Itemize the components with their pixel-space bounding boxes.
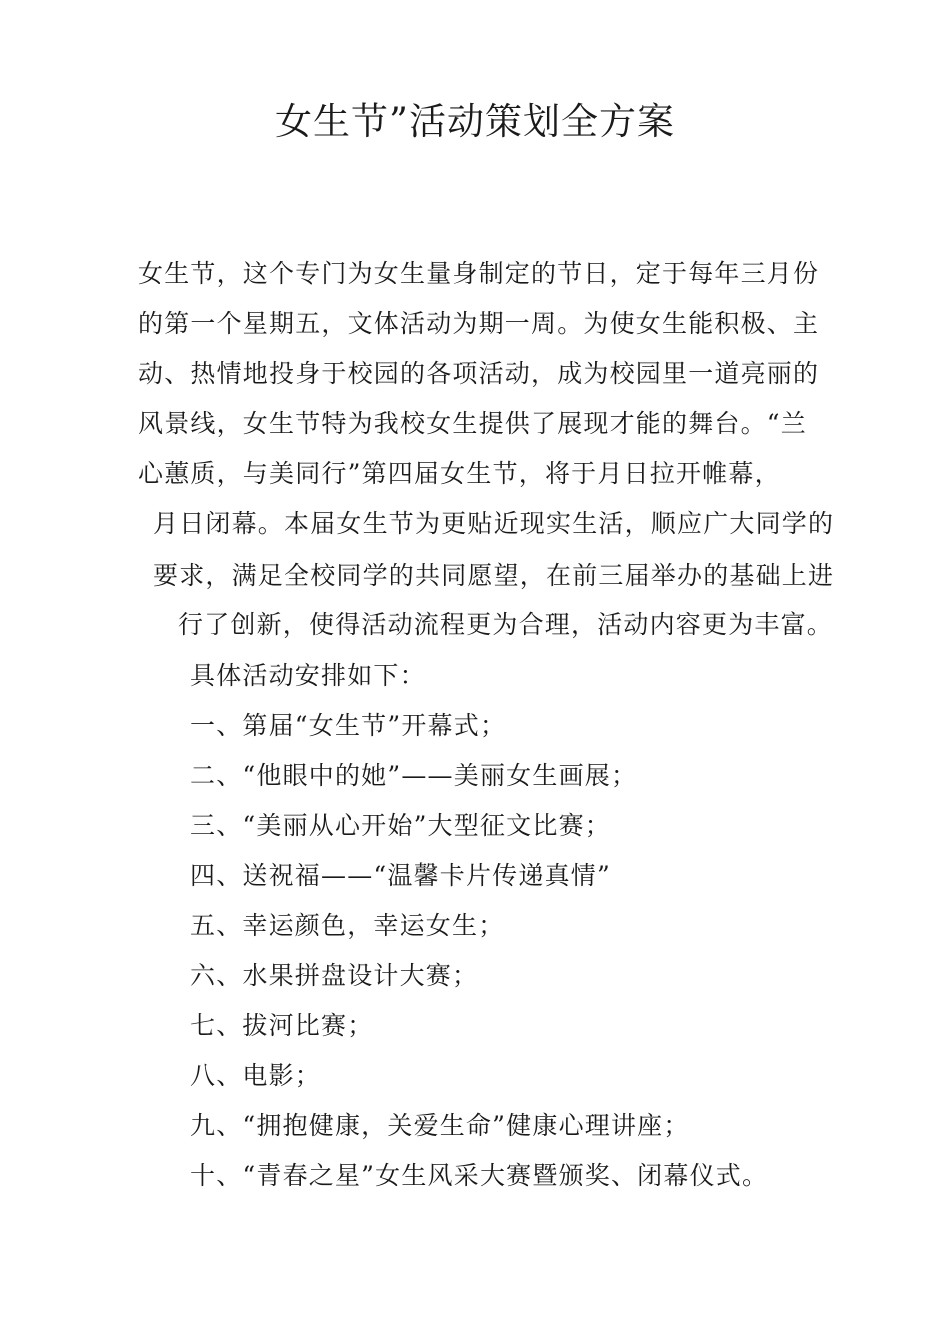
- schedule-heading: 具体活动安排如下：: [190, 661, 426, 690]
- intro-line: 行了创新，使得活动流程更为合理，活动内容更为丰富。: [178, 610, 834, 639]
- list-item: 九、“拥抱健康，关爱生命”健康心理讲座；: [190, 1111, 690, 1140]
- intro-line: 风景线，女生节特为我校女生提供了展现才能的舞台。“兰: [138, 409, 807, 438]
- list-item: 五、幸运颜色，幸运女生；: [190, 911, 505, 940]
- list-item: 三、“美丽从心开始”大型征文比赛；: [190, 811, 611, 840]
- intro-line: 动、热情地投身于校园的各项活动，成为校园里一道亮丽的: [138, 359, 820, 388]
- list-item: 六、水果拼盘设计大赛；: [190, 961, 479, 990]
- list-item: 七、拔河比赛；: [190, 1011, 374, 1040]
- intro-line: 心蕙质，与美同行”第四届女生节，将于月日拉开帷幕，: [138, 459, 781, 488]
- list-item: 二、“他眼中的她”——美丽女生画展；: [190, 761, 638, 790]
- intro-line: 月日闭幕。本届女生节为更贴近现实生活，顺应广大同学的: [153, 509, 835, 538]
- list-item: 一、第届“女生节”开幕式；: [190, 711, 507, 740]
- intro-line: 的第一个星期五，文体活动为期一周。为使女生能积极、主: [138, 309, 820, 338]
- intro-line: 要求，满足全校同学的共同愿望，在前三届举办的基础上进: [153, 561, 835, 590]
- intro-line: 女生节，这个专门为女生量身制定的节日，定于每年三月份: [138, 259, 820, 288]
- list-item: 八、电影；: [190, 1061, 322, 1090]
- list-item: 四、送祝福——“温馨卡片传递真情”: [190, 861, 611, 890]
- document-title: 女生节”活动策划全方案: [275, 100, 675, 143]
- list-item: 十、“青春之星”女生风采大赛暨颁奖、闭幕仪式。: [190, 1161, 769, 1190]
